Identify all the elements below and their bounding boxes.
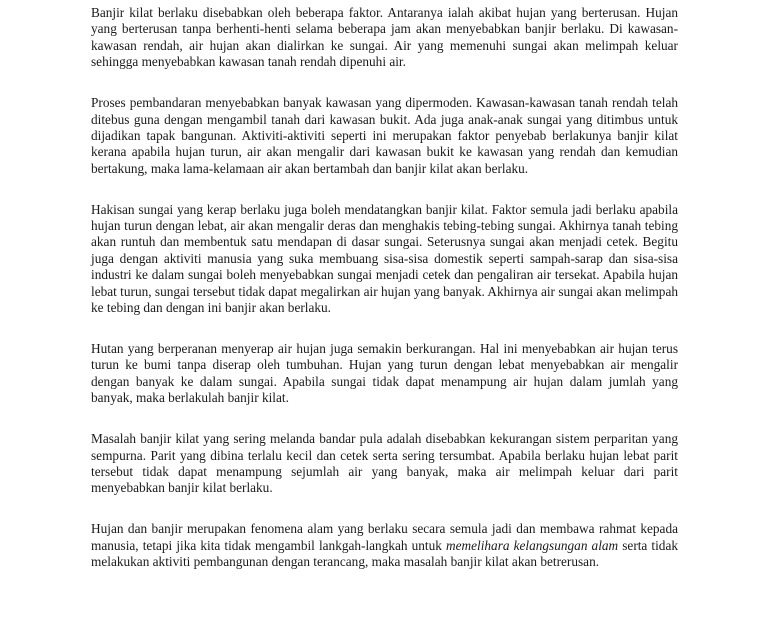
paragraph-urbanisation: Proses pembandaran menyebabkan banyak kawasan yang dipermoden. Kawasan-kawasan tanah rendah telah ditebus guna dengan mengambil tanah dari kawasan bukit. Ada juga anak-anak sungai yang ditimbus untuk dijadikan tapak bangunan. Aktiviti-aktiviti seperti ini merupakan faktor penyebab berlakunya banjir kilat kerana apabila hujan turun, air akan mengalir dari kawasan bukit ke kawasan yang rendah dan kemudian bertakung, maka lama-kelamaan air akan bertambah dan banjir kilat akan berlaku. xyxy=(91,95,678,176)
paragraph-river-erosion: Hakisan sungai yang kerap berlaku juga boleh mendatangkan banjir kilat. Faktor semula jadi berlaku apabila hujan turun dengan lebat, air akan mengalir deras dan menghakis tebing-tebing sungai. Akhirnya tanah tebing akan runtuh dan membentuk satu mendapan di dasar sungai. Seterusnya sungai akan menjadi cetek. Begitu juga dengan aktiviti manusia yang suka membuang sisa-sisa domestik seperti sampah-sarap dan sisa-sisa industri ke dalam sungai boleh menyebabkan sungai menjadi cetek dan pengaliran air tersekat. Apabila hujan lebat turun, sungai tersebut tidak dapat megalirkan air hujan yang banyak. Akhirnya air sungai akan melimpah ke tebing dan dengan ini banjir akan berlaku. xyxy=(91,201,678,316)
paragraph-conclusion xyxy=(91,521,678,570)
paragraph-deforestation: Hutan yang berperanan menyerap air hujan juga semakin berkurangan. Hal ini menyebabkan air hujan terus turun ke bumi tanpa diserap oleh tumbuhan. Hujan yang turun dengan lebat menyebabkan air mengalir dengan banyak ke dalam sungai. Apabila sungai tidak dapat menampung air hujan dalam jumlah yang banyak, maka berlakulah banjir kilat. xyxy=(91,341,678,406)
paragraph-drainage: Masalah banjir kilat yang sering melanda bandar pula adalah disebabkan kekurangan sistem perparitan yang sempurna. Parit yang dibina terlalu kecil dan cetek serta sering tersumbat. Apabila berlaku hujan lebat parit tersebut tidak dapat menampung sejumlah air yang banyak, maka air melimpah keluar dari parit menyebabkan banjir kilat berlaku. xyxy=(91,431,678,496)
paragraph-heavy-rain: Banjir kilat berlaku disebabkan oleh beberapa faktor. Antaranya ialah akibat hujan yang berterusan. Hujan yang berterusan tanpa berhenti-henti selama beberapa jam akan menyebabkan banjir berlaku. Di kawasan-kawasan rendah, air hujan akan dialirkan ke sungai. Air yang memenuhi sungai akan melimpah keluar sehingga menyebabkan kawasan tanah rendah dipenuhi air. xyxy=(91,5,678,70)
conclusion-text-end: serta tidak melakukan aktiviti pembangunan dengan terancang, maka masalah banjir kilat akan betrerusan. xyxy=(91,537,679,570)
conclusion-text-start: Hujan dan banjir merupakan fenomena alam yang berlaku secara semula jadi dan membawa rahmat kepada manusia, tetapi jika kita tidak mengambil lankgah-langkah untuk xyxy=(91,521,678,553)
conclusion-italic-phrase: memelihara kelangsungan alam xyxy=(446,537,619,553)
document-body xyxy=(91,5,678,570)
